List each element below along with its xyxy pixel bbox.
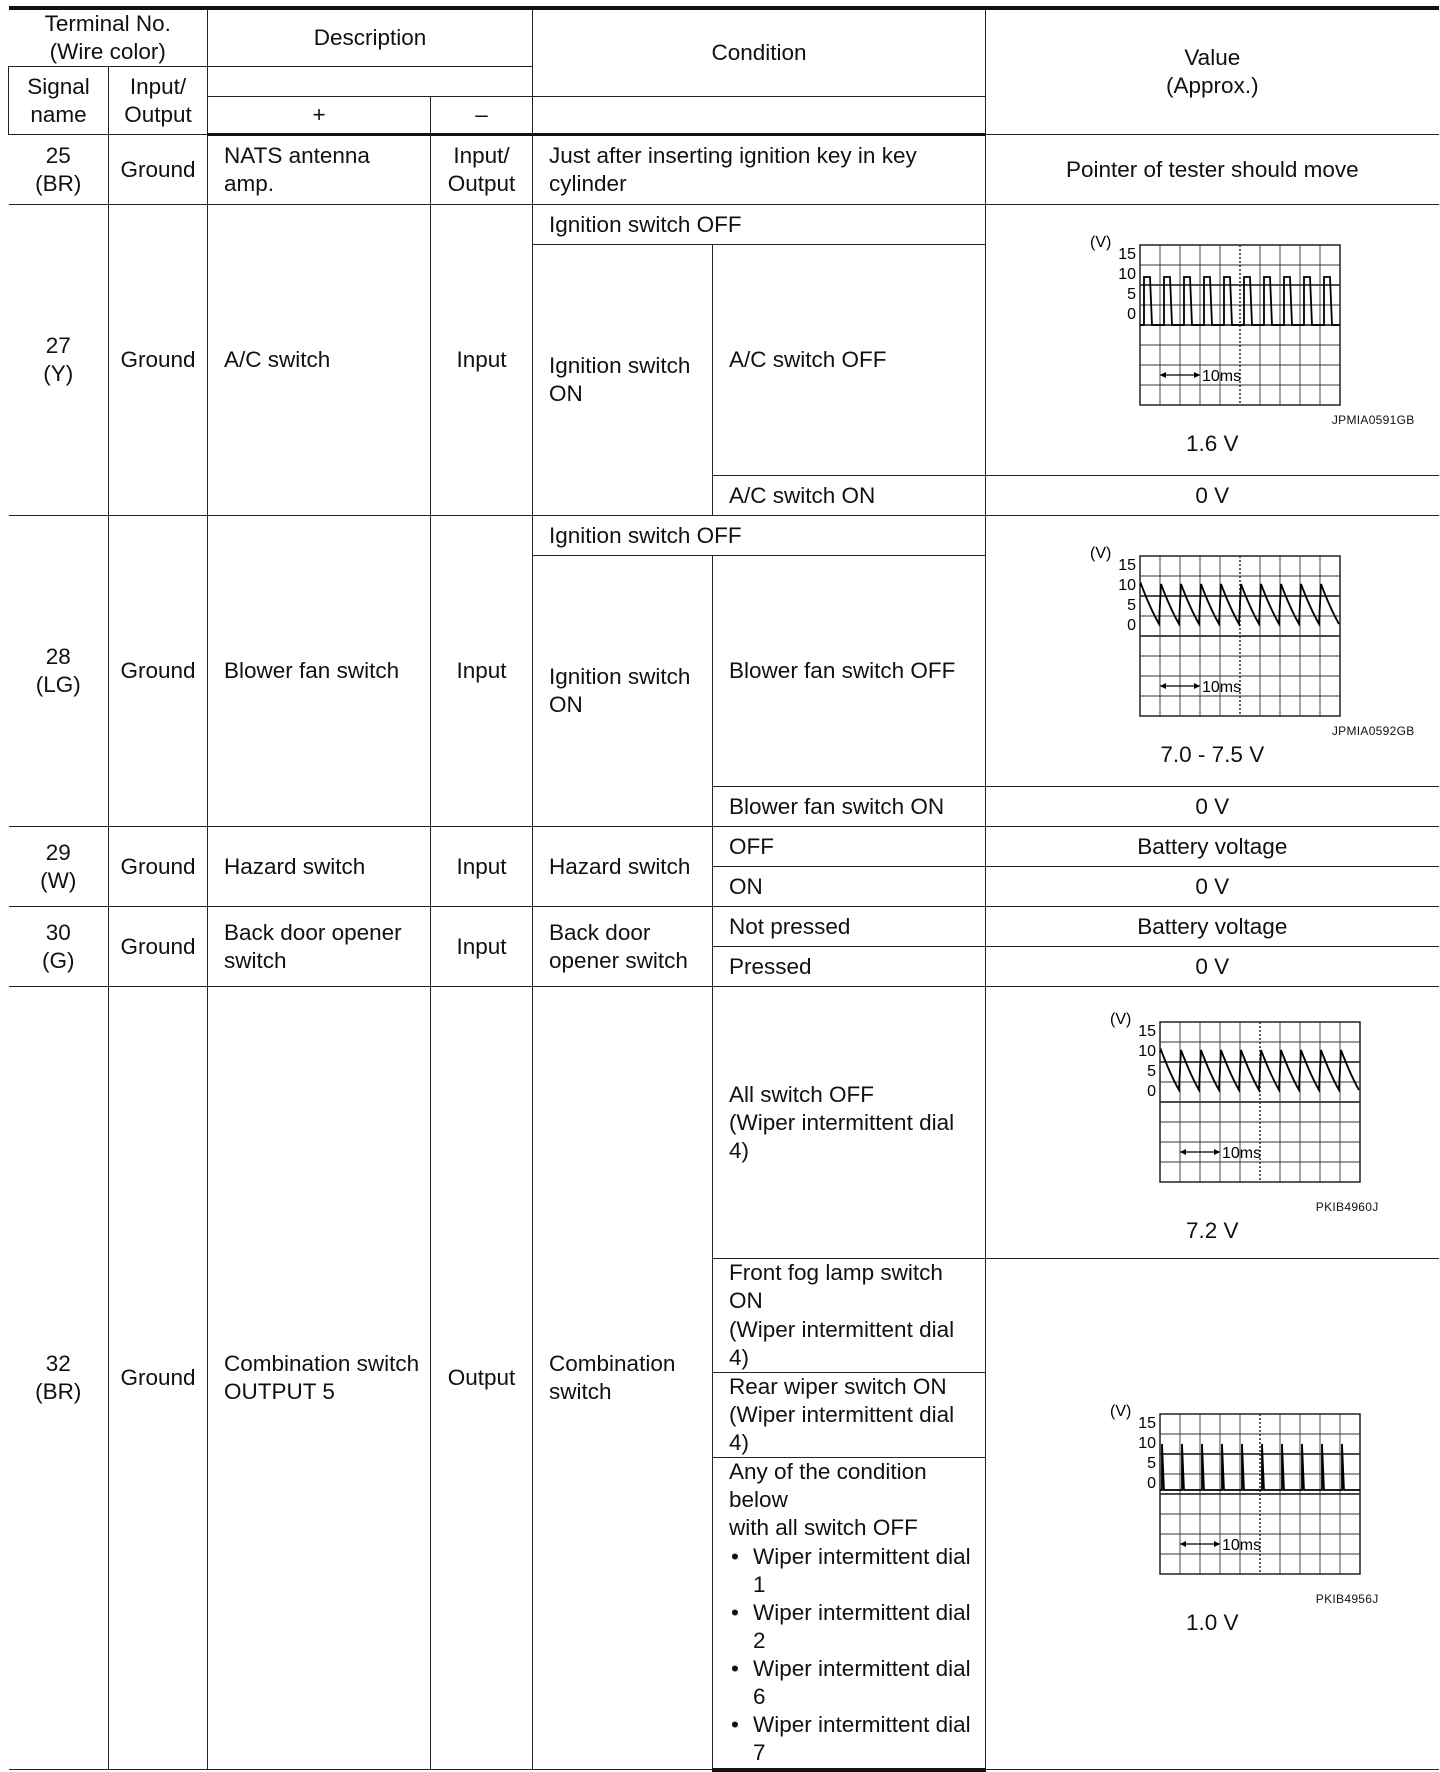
waveform-square-pulse	[1062, 223, 1362, 413]
condition-cell: Hazard switch	[533, 827, 713, 907]
list-item: • Wiper intermittent dial 2	[729, 1599, 977, 1655]
scope-y-tick: 10	[1138, 1043, 1157, 1061]
dial-list	[729, 1543, 977, 1768]
io-cell: Input	[431, 516, 533, 827]
ground-cell: Ground	[109, 135, 208, 205]
scope-unit-label: (V)	[1110, 1402, 1132, 1420]
condition-cell: Ignition switch OFF	[533, 516, 986, 556]
value-cell: 0 V	[986, 476, 1439, 516]
ground-cell: Ground	[109, 987, 208, 1770]
condition-detail-cell: Front fog lamp switch ON (Wiper intermittent dial 4)	[713, 1259, 986, 1373]
value-cell: Battery voltage	[986, 907, 1439, 947]
condition-detail-cell: Not pressed	[713, 907, 986, 947]
condition-cell: Back door opener switch	[533, 907, 713, 987]
table-row	[9, 516, 1439, 556]
scope-y-tick: 15	[1118, 245, 1137, 263]
condition-detail-cell: Blower fan switch ON	[713, 787, 986, 827]
list-item: • Wiper intermittent dial 1	[729, 1543, 977, 1599]
waveform-cell	[986, 205, 1439, 476]
terminal-cell: 30 (G)	[9, 907, 109, 987]
terminal-cell: 29 (W)	[9, 827, 109, 907]
signal-cell: NATS antenna amp.	[208, 135, 431, 205]
value-text: 7.2 V	[1186, 1218, 1239, 1244]
header-value: Value (Approx.)	[986, 8, 1439, 135]
table-row	[9, 205, 1439, 245]
ground-cell: Ground	[109, 205, 208, 516]
condition-detail-cell: A/C switch OFF	[713, 245, 986, 476]
condition-detail-cell: Blower fan switch OFF	[713, 556, 986, 787]
scope-y-tick: 0	[1127, 616, 1137, 634]
header-signal-name: Signal name	[9, 67, 109, 135]
header-input-output: Input/ Output	[109, 67, 208, 135]
io-cell: Output	[431, 987, 533, 1770]
value-cell: Battery voltage	[986, 827, 1439, 867]
terminal-spec-table	[8, 6, 1439, 1772]
scope-y-tick: 15	[1118, 556, 1137, 574]
signal-cell: Hazard switch	[208, 827, 431, 907]
waveform-cell	[986, 987, 1439, 1259]
header-terminal-no: Terminal No. (Wire color)	[9, 8, 208, 67]
figure-id: PKIB4956J	[1315, 1591, 1379, 1606]
value-cell: 0 V	[986, 787, 1439, 827]
waveform-sawtooth	[1062, 1000, 1362, 1200]
value-cell: Pointer of tester should move	[986, 135, 1439, 205]
list-item: • Wiper intermittent dial 7	[729, 1711, 977, 1767]
waveform-sawtooth	[1062, 534, 1362, 724]
ground-cell: Ground	[109, 907, 208, 987]
scope-y-tick: 15	[1138, 1023, 1157, 1041]
terminal-cell: 25 (BR)	[9, 135, 109, 205]
scope-time-label: 10ms	[1222, 1145, 1262, 1163]
condition-detail-cell: Any of the condition below with all switch OFF • Wiper intermittent dial 1 • Wiper intermittent dial 2 • Wiper intermittent dial 6 • Wiper intermittent dial 7	[713, 1458, 986, 1770]
ground-cell: Ground	[109, 827, 208, 907]
scope-time-label: 10ms	[1222, 1536, 1262, 1554]
terminal-cell: 32 (BR)	[9, 987, 109, 1770]
signal-cell: Blower fan switch	[208, 516, 431, 827]
scope-y-tick: 5	[1147, 1063, 1157, 1081]
scope-y-tick: 5	[1127, 596, 1137, 614]
scope-time-label: 10ms	[1202, 367, 1242, 385]
value-text: 1.6 V	[1186, 430, 1239, 456]
waveform-spike-pulse	[1062, 1392, 1362, 1592]
waveform-cell	[986, 1259, 1439, 1770]
scope-y-tick: 0	[1127, 305, 1137, 323]
condition-sub-cell: Ignition switch ON	[533, 245, 713, 516]
condition-detail-cell: All switch OFF (Wiper intermittent dial 4)	[713, 987, 986, 1259]
value-cell: 0 V	[986, 947, 1439, 987]
condition-cell: Ignition switch OFF	[533, 205, 986, 245]
condition-cell: Just after inserting ignition key in key cylinder	[533, 135, 986, 205]
header-plus: +	[208, 97, 431, 135]
condition-cell: Combination switch	[533, 987, 713, 1770]
terminal-cell: 27 (Y)	[9, 205, 109, 516]
signal-cell: Combination switch OUTPUT 5	[208, 987, 431, 1770]
value-text: 7.0 - 7.5 V	[1160, 741, 1265, 767]
figure-id: JPMIA0591GB	[1331, 412, 1415, 427]
table-row	[9, 907, 1439, 947]
condition-detail-cell: A/C switch ON	[713, 476, 986, 516]
condition-detail-cell: ON	[713, 867, 986, 907]
scope-unit-label: (V)	[1110, 1011, 1132, 1029]
io-cell: Input/ Output	[431, 135, 533, 205]
scope-y-tick: 5	[1147, 1454, 1157, 1472]
value-text: 1.0 V	[1186, 1609, 1239, 1635]
list-item: • Wiper intermittent dial 6	[729, 1655, 977, 1711]
scope-y-tick: 0	[1147, 1474, 1157, 1492]
condition-detail-cell: OFF	[713, 827, 986, 867]
scope-y-tick: 10	[1118, 576, 1137, 594]
scope-y-tick: 5	[1127, 285, 1137, 303]
scope-time-label: 10ms	[1202, 678, 1242, 696]
io-cell: Input	[431, 827, 533, 907]
io-cell: Input	[431, 907, 533, 987]
scope-unit-label: (V)	[1090, 233, 1112, 251]
signal-cell: Back door opener switch	[208, 907, 431, 987]
waveform-cell	[986, 516, 1439, 787]
scope-unit-label: (V)	[1090, 544, 1112, 562]
table-row	[9, 827, 1439, 867]
condition-sub-cell: Ignition switch ON	[533, 556, 713, 827]
terminal-cell: 28 (LG)	[9, 516, 109, 827]
value-cell: 0 V	[986, 867, 1439, 907]
header-minus: –	[431, 97, 533, 135]
scope-y-tick: 0	[1147, 1083, 1157, 1101]
signal-cell: A/C switch	[208, 205, 431, 516]
table-row	[9, 135, 1439, 205]
condition-detail-cell: Pressed	[713, 947, 986, 987]
condition-detail-cell: Rear wiper switch ON (Wiper intermittent dial 4)	[713, 1372, 986, 1457]
figure-id: JPMIA0592GB	[1331, 723, 1415, 738]
scope-y-tick: 10	[1138, 1434, 1157, 1452]
figure-id: PKIB4960J	[1315, 1200, 1379, 1215]
table-row	[9, 987, 1439, 1259]
header-description: Description	[208, 8, 533, 67]
scope-y-tick: 15	[1138, 1414, 1157, 1432]
io-cell: Input	[431, 205, 533, 516]
header-condition: Condition	[533, 8, 986, 97]
scope-y-tick: 10	[1118, 265, 1137, 283]
ground-cell: Ground	[109, 516, 208, 827]
